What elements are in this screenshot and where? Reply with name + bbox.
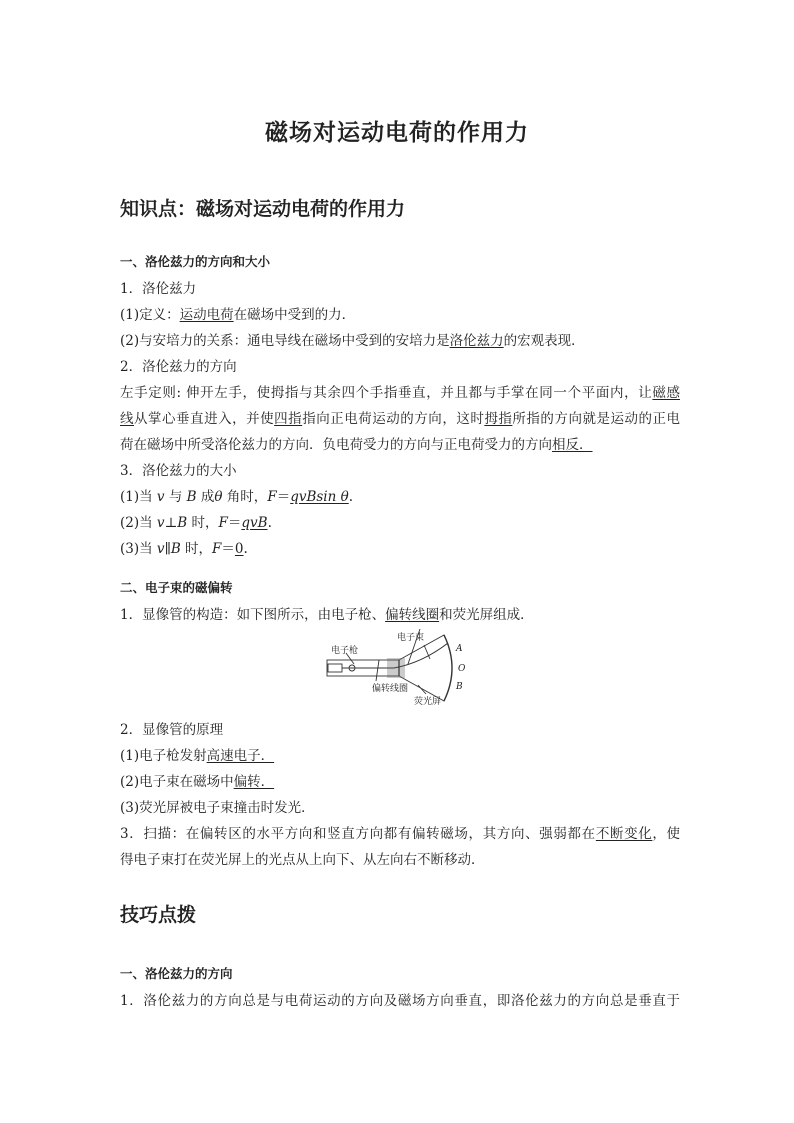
part-heading-direction: 一、洛伦兹力的方向	[120, 966, 233, 981]
part-heading-lorentz: 一、洛伦兹力的方向和大小	[120, 254, 271, 269]
label-O: O	[458, 664, 466, 674]
scanning-line-2: 得电子束打在荧光屏上的光点从上向下、从左向右不断移动．	[120, 852, 485, 868]
underlined-answer: 偏转．	[233, 774, 275, 790]
crt-principle-2: (2)电子束在磁场中偏转．	[120, 774, 275, 790]
relation-line: (2)与安培力的关系：通电导线在磁场中受到的安培力是洛伦兹力的宏观表现．	[120, 333, 585, 349]
underlined-answer: 拇指	[484, 411, 513, 427]
underlined-answer: 洛伦兹力	[449, 333, 504, 349]
underlined-answer: 0	[234, 541, 244, 557]
section-heading-tips: 技巧点拨	[120, 904, 197, 926]
label-gun: 电子枪	[331, 646, 359, 656]
crt-diagram	[324, 629, 474, 707]
item-direction-label: 2．洛伦兹力的方向	[120, 359, 237, 375]
definition-line: (1)定义：运动电荷在磁场中受到的力．	[120, 307, 356, 323]
underlined-answer: 磁感	[652, 385, 681, 401]
label-beam: 电子束	[397, 633, 425, 643]
underlined-answer: qvB	[241, 515, 268, 531]
underlined-answer: 线	[120, 411, 135, 427]
scanning-line-1: 3．扫描：在偏转区的水平方向和竖直方向都有偏转磁场，其方向、强弱都在不断变化，使	[120, 826, 681, 842]
underlined-answer: 不断变化	[595, 826, 653, 842]
electron-gun	[328, 664, 342, 672]
crt-principle-label: 2．显像管的原理	[120, 722, 224, 738]
page-title: 磁场对运动电荷的作用力	[265, 120, 529, 146]
underlined-answer: qvBsin θ	[290, 489, 349, 505]
section-heading-knowledge: 知识点：磁场对运动电荷的作用力	[120, 198, 406, 220]
underlined-answer: 相反．	[552, 437, 593, 453]
underlined-answer: 运动电荷	[179, 307, 234, 323]
crt-principle-1: (1)电子枪发射高速电子．	[120, 748, 275, 764]
label-B: B	[456, 682, 463, 692]
underlined-answer: 高速电子．	[206, 748, 275, 764]
underlined-answer: 四指	[274, 411, 303, 427]
crt-structure-line: 1．显像管的构造：如下图所示，由电子枪、偏转线圈和荧光屏组成．	[120, 607, 534, 623]
underlined-answer: 偏转线圈	[385, 607, 440, 623]
magnitude-case-2: (2)当 v⊥B 时，F＝qvB.	[120, 515, 272, 531]
left-hand-rule-line-2: 线从掌心垂直进入，并使四指指向正电荷运动的方向，这时拇指所指的方向就是运动的正电	[120, 411, 681, 427]
crt-principle-3: (3)荧光屏被电子束撞击时发光．	[120, 800, 315, 816]
part-heading-electron-beam: 二、电子束的磁偏转	[120, 580, 233, 595]
label-A: A	[456, 644, 463, 654]
item-magnitude-label: 3．洛伦兹力的大小	[120, 463, 237, 479]
label-screen: 荧光屏	[414, 697, 442, 707]
left-hand-rule-line-3: 荷在磁场中所受洛伦兹力的方向．负电荷受力的方向与正电荷受力的方向相反．	[120, 437, 593, 453]
magnitude-case-1: (1)当 v 与 B 成θ 角时，F＝qvBsin θ.	[120, 489, 354, 505]
tips-line-1: 1．洛伦兹力的方向总是与电荷运动的方向及磁场方向垂直，即洛伦兹力的方向总是垂直于	[120, 993, 680, 1009]
magnitude-case-3: (3)当 v∥B 时，F＝0.	[120, 541, 248, 557]
label-coil: 偏转线圈	[372, 684, 409, 694]
left-hand-rule-line-1: 左手定则: 伸开左手，使拇指与其余四个手指垂直，并且都与手掌在同一个平面内，让磁感	[120, 385, 681, 401]
item-lorentz-force-label: 1．洛伦兹力	[120, 281, 197, 297]
